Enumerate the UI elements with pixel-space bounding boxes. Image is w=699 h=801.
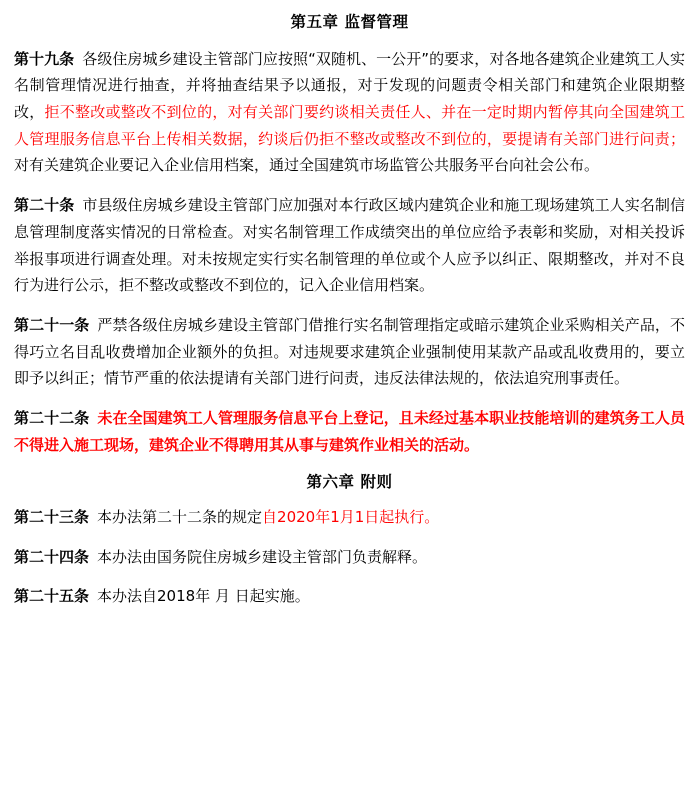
- article-25-number: 第二十五条: [14, 587, 90, 606]
- article-23-text-part-2-highlight: 自2020年1月1日起执行。: [262, 508, 440, 526]
- article-21-text: 严禁各级住房城乡建设主管部门借推行实名制管理指定或暗示建筑企业采购相关产品，不得巧立名目乱收费增加企业额外的负担。对违规要求建筑企业强制使用某款产品或乱收费用的，要立即予以纠正；情节严重的依法提请有关部门进行问责，违反法律法规的，依法追究刑事责任。: [14, 315, 685, 388]
- article-24-text: 本办法由国务院住房城乡建设主管部门负责解释。: [97, 547, 428, 566]
- article-25-text: 本办法自2018年 月 日起实施。: [97, 587, 310, 606]
- article-22-text-highlight: 未在全国建筑工人管理服务信息平台上登记，且未经过基本职业技能培训的建筑务工人员不得进入施工现场，建筑企业不得聘用其从事与建筑作业相关的活动。: [14, 408, 685, 454]
- article-21: [14, 312, 685, 392]
- article-19-number: 第十九条: [14, 49, 75, 68]
- article-23: [14, 504, 685, 531]
- article-23-number: 第二十三条: [14, 508, 90, 526]
- article-20-text: 市县级住房城乡建设主管部门应加强对本行政区域内建筑企业和施工现场建筑工人实名制信息管理制度落实情况的日常检查。对实名制管理工作成绩突出的单位应给予表彰和奖励，对相关投诉举报事项进行调查处理。对未按规定实行实名制管理的单位或个人应予以纠正、限期整改，并对不良行为进行公示，拒不整改或整改不到位的，记入企业信用档案。: [14, 196, 685, 295]
- chapter-five-heading: 第五章 监督管理: [290, 13, 409, 31]
- article-25: [14, 583, 685, 610]
- article-19-text-part-1: 各级住房城乡建设主管部门应按照“双随机、一公开”的要求，对各地各建筑企业建筑工人实名制管理情况进行抽查，并将抽查结果予以通报，对于发现的问题责令相关部门和建筑企业限期整改，: [14, 49, 685, 122]
- article-21-number: 第二十一条: [14, 315, 90, 334]
- article-24-number: 第二十四条: [14, 547, 90, 566]
- article-19-text-part-2-highlight: 拒不整改或整改不到位的，对有关部门要约谈相关责任人、并在一定时期内暂停其向全国建筑工人管理服务信息平台上传相关数据，约谈后仍拒不整改或整改不到位的，要提请有关部门进行问责；: [14, 103, 685, 148]
- article-20: [14, 192, 685, 299]
- article-19: [14, 46, 685, 179]
- article-20-number: 第二十条: [14, 196, 75, 215]
- article-22: [14, 405, 685, 458]
- article-24: [14, 544, 685, 571]
- article-22-number: 第二十二条: [14, 408, 90, 427]
- article-19-text-part-3: 对有关建筑企业要记入企业信用档案，通过全国建筑市场监管公共服务平台向社会公布。: [14, 156, 600, 175]
- chapter-six-heading: 第六章 附则: [306, 473, 393, 492]
- article-23-text-part-1: 本办法第二十二条的规定: [97, 508, 263, 526]
